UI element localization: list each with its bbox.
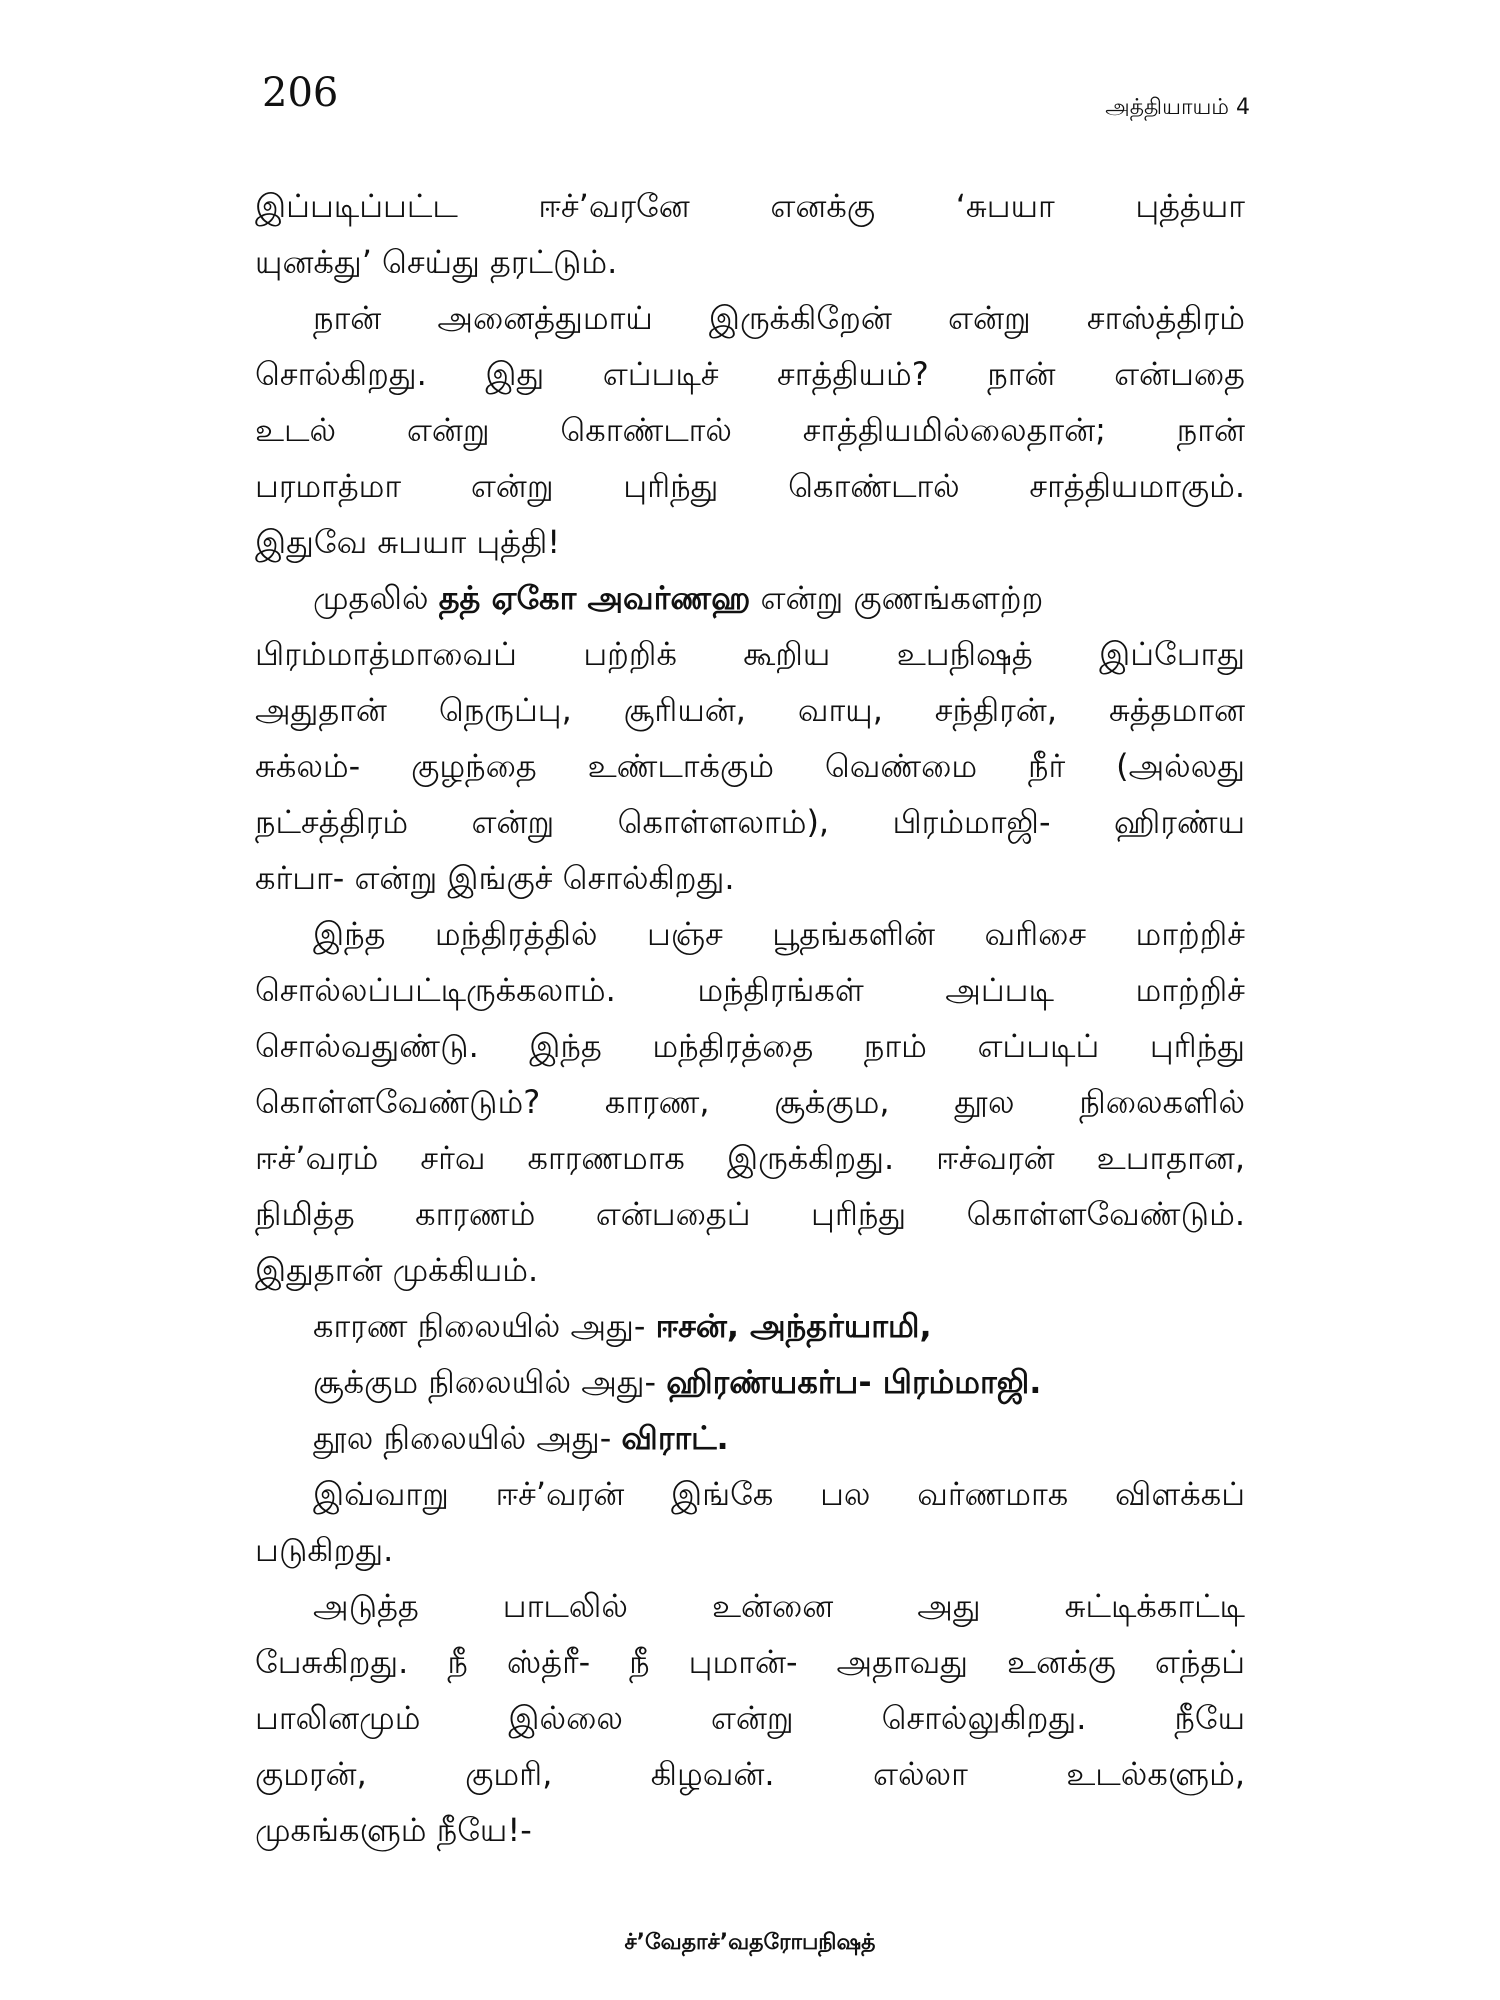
text-line: இந்த மந்திரத்தில் பஞ்ச பூதங்களின் வரிசை மாற்றிச் <box>313 915 1245 953</box>
bold-term: ஹிரண்யகர்ப- பிரம்மாஜி. <box>666 1363 1042 1401</box>
text-line: படுகிறது. <box>255 1531 394 1569</box>
body-text <box>255 178 1245 1858</box>
text-line: சொல்கிறது. இது எப்படிச் சாத்தியம்? நான் என்பதை <box>255 355 1245 393</box>
text-line <box>255 570 1245 626</box>
text-line: குமரன், குமரி, கிழவன். எல்லா உடல்களும், <box>255 1755 1245 1793</box>
text-segment: காரண நிலையில் அது- <box>313 1307 656 1345</box>
text-line: நட்சத்திரம் என்று கொள்ளலாம்), பிரம்மாஜி- ஹிரண்ய <box>255 803 1245 841</box>
text-line: நான் அனைத்துமாய் இருக்கிறேன் என்று சாஸ்த்திரம் <box>313 299 1245 337</box>
text-line: முகங்களும் நீயே!- <box>255 1811 532 1849</box>
text-line <box>255 1354 1245 1410</box>
bold-term: ஈசன், அந்தர்யாமி, <box>655 1307 932 1345</box>
text-line: இப்படிப்பட்ட ஈச்’வரனே எனக்கு ‘சுபயா புத்த்யா <box>255 187 1245 225</box>
text-line: உடல் என்று கொண்டால் சாத்தியமில்லைதான்; நான் <box>255 411 1245 449</box>
text-line: நிமித்த காரணம் என்பதைப் புரிந்து கொள்ளவேண்டும். <box>255 1195 1245 1233</box>
text-line: கர்பா- என்று இங்குச் சொல்கிறது. <box>255 859 735 897</box>
text-segment: சூக்கும நிலையில் அது- <box>313 1363 667 1401</box>
text-line: ஈச்’வரம் சர்வ காரணமாக இருக்கிறது. ஈச்வரன் உபாதான, <box>255 1139 1245 1177</box>
text-line: இவ்வாறு ஈச்’வரன் இங்கே பல வர்ணமாக விளக்கப் <box>313 1475 1245 1513</box>
text-segment: தூல நிலையில் அது- <box>313 1419 622 1457</box>
text-line: பேசுகிறது. நீ ஸ்த்ரீ- நீ புமான்- அதாவது உனக்கு எந்தப் <box>255 1643 1245 1681</box>
text-line: சொல்வதுண்டு. இந்த மந்திரத்தை நாம் எப்படிப் புரிந்து <box>255 1027 1245 1065</box>
text-line <box>255 1410 1245 1466</box>
text-line: பரமாத்மா என்று புரிந்து கொண்டால் சாத்தியமாகும். <box>255 467 1245 505</box>
book-title-footer: ச்’வேதாச்’வதரோபநிஷத் <box>624 1930 876 1955</box>
text-line: சுக்லம்- குழந்தை உண்டாக்கும் வெண்மை நீர் (அல்லது <box>255 747 1245 785</box>
text-segment: முதலில் <box>313 579 439 617</box>
chapter-header: அத்தியாயம் 4 <box>1105 95 1250 120</box>
text-line: அடுத்த பாடலில் உன்னை அது சுட்டிக்காட்டி <box>313 1587 1245 1625</box>
page-number: 206 <box>262 70 339 116</box>
text-line: கொள்ளவேண்டும்? காரண, சூக்கும, தூல நிலைகளில் <box>255 1083 1245 1121</box>
text-line: அதுதான் நெருப்பு, சூரியன், வாயு, சந்திரன், சுத்தமான <box>255 691 1245 729</box>
text-line: யுனக்து’ செய்து தரட்டும். <box>255 243 618 281</box>
sanskrit-phrase: தத் ஏகோ அவர்ணஹ <box>438 579 751 617</box>
text-line: பிரம்மாத்மாவைப் பற்றிக் கூறிய உபநிஷத் இப்போது <box>255 635 1245 673</box>
text-line: பாலினமும் இல்லை என்று சொல்லுகிறது. நீயே <box>255 1699 1245 1737</box>
bold-term: விராட். <box>621 1419 729 1457</box>
text-line: இதுதான் முக்கியம். <box>255 1251 539 1289</box>
text-line: சொல்லப்பட்டிருக்கலாம். மந்திரங்கள் அப்படி மாற்றிச் <box>255 971 1245 1009</box>
text-line: இதுவே சுபயா புத்தி! <box>255 523 561 561</box>
text-line <box>255 1298 1245 1354</box>
text-segment: என்று குணங்களற்ற <box>750 579 1044 617</box>
